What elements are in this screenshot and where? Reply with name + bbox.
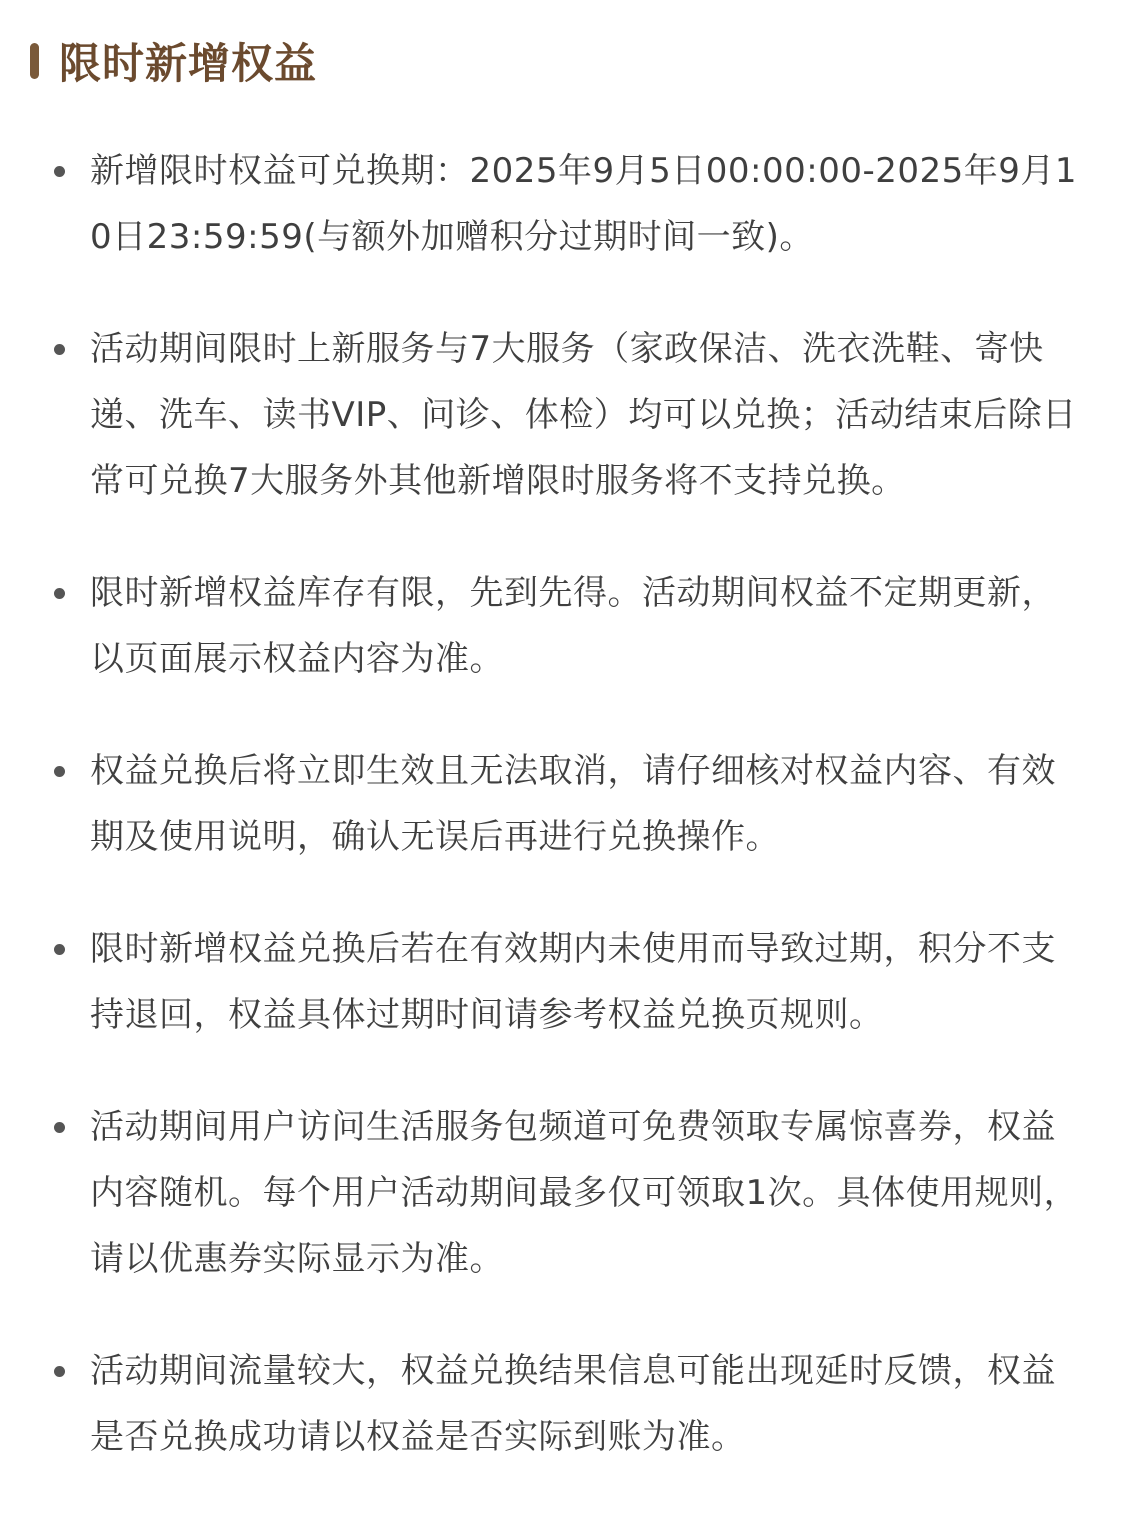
rule-item xyxy=(0,916,1125,1048)
bullet-dot-icon xyxy=(54,944,65,955)
section-header xyxy=(30,30,317,92)
rule-text: 限时新增权益库存有限，先到先得。活动期间权益不定期更新，以页面展示权益内容为准。 xyxy=(90,573,1056,679)
bullet-dot-icon xyxy=(54,766,65,777)
rule-item xyxy=(0,138,1125,270)
rule-item xyxy=(0,1338,1125,1470)
rule-text: 活动期间流量较大，权益兑换结果信息可能出现延时反馈，权益是否兑换成功请以权益是否实际到账为准。 xyxy=(90,1351,1056,1457)
rule-text: 新增限时权益可兑换期：2025年9月5日00:00:00-2025年9月10日23:59:59(与额外加赠积分过期时间一致)。 xyxy=(90,151,1078,257)
bullet-dot-icon xyxy=(54,1122,65,1133)
bullet-dot-icon xyxy=(54,166,65,177)
rule-text: 权益兑换后将立即生效且无法取消，请仔细核对权益内容、有效期及使用说明，确认无误后再进行兑换操作。 xyxy=(90,751,1056,857)
rule-text: 限时新增权益兑换后若在有效期内未使用而导致过期，积分不支持退回，权益具体过期时间请参考权益兑换页规则。 xyxy=(90,929,1056,1035)
bullet-dot-icon xyxy=(54,344,65,355)
section-title: 限时新增权益 xyxy=(59,39,318,88)
rules-list xyxy=(0,138,1125,1516)
rule-item xyxy=(0,738,1125,870)
rule-item xyxy=(0,560,1125,692)
bullet-dot-icon xyxy=(54,588,65,599)
rule-item xyxy=(0,316,1125,514)
rule-item xyxy=(0,1094,1125,1292)
title-accent-bar xyxy=(30,43,39,79)
rule-text: 活动期间用户访问生活服务包频道可免费领取专属惊喜券，权益内容随机。每个用户活动期间最多仅可领取1次。具体使用规则，请以优惠券实际显示为准。 xyxy=(90,1107,1079,1279)
rule-text: 活动期间限时上新服务与7大服务（家政保洁、洗衣洗鞋、寄快递、洗车、读书VIP、问诊、体检）均可以兑换；活动结束后除日常可兑换7大服务外其他新增限时服务将不支持兑换。 xyxy=(90,329,1077,501)
bullet-dot-icon xyxy=(54,1366,65,1377)
